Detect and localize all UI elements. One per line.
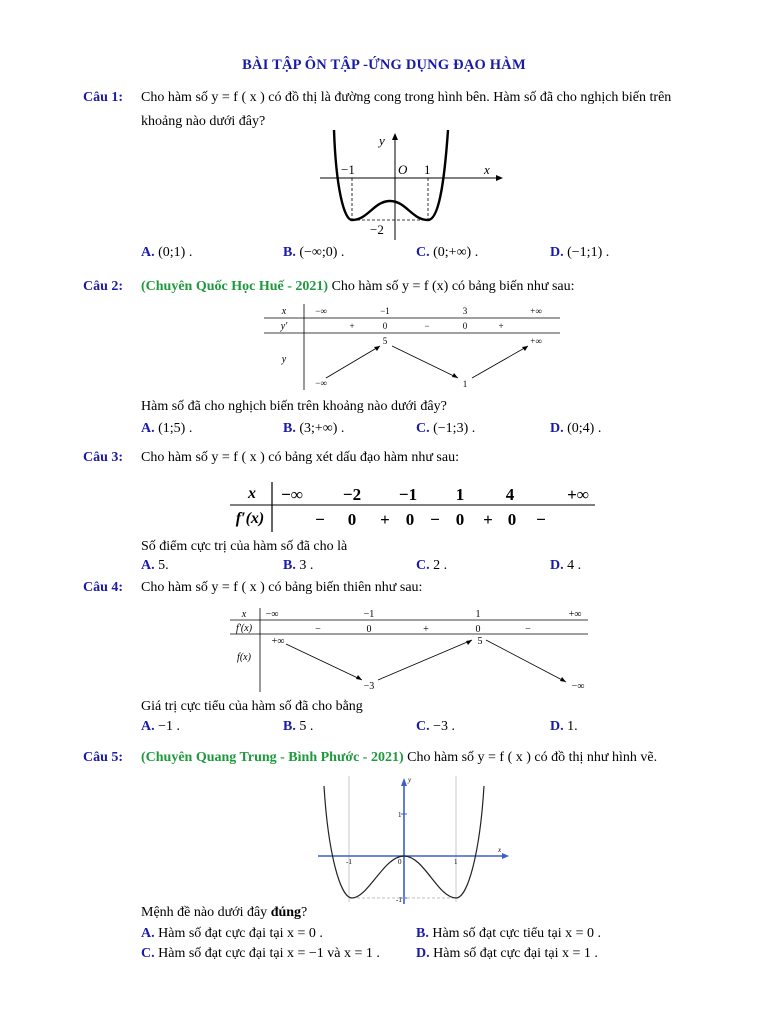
q3-sign-5: 0 <box>455 510 465 529</box>
q2-sign-3: 0 <box>462 321 468 331</box>
q2-source: (Chuyên Quốc Học Huế - 2021) <box>141 279 329 294</box>
q5-source: (Chuyên Quang Trung - Bình Phước - 2021) <box>141 750 404 765</box>
q5-option-a[interactable]: A. Hàm số đạt cực đại tại x = 0 . <box>141 926 323 941</box>
q2-option-b[interactable]: B. (3;+∞) . <box>283 421 345 436</box>
q4-option-a[interactable]: A. −1 . <box>141 719 181 734</box>
q2-question: Hàm số đã cho nghịch biến trên khoảng nào dưới đây? <box>141 399 447 414</box>
q4-question: Giá trị cực tiểu của hàm số đã cho bằng <box>141 699 363 714</box>
q5-tick-neg: -1 <box>346 858 352 866</box>
q5-option-d[interactable]: D. Hàm số đạt cực đại tại x = 1 . <box>416 946 598 961</box>
q2-y-0: −∞ <box>315 378 327 388</box>
q3-sign-1: 0 <box>347 510 357 529</box>
q5-question-bold: đúng <box>270 905 302 920</box>
q4-arrow-up-icon <box>466 640 472 645</box>
q3-x-4: 4 <box>505 485 515 504</box>
q1-y-arrow-icon <box>392 133 398 140</box>
q1-text-line1: Cho hàm số y = f ( x ) có đồ thị là đường cong trong hình bên. Hàm số đã cho nghịch biến trên <box>141 90 672 105</box>
q4-label: Câu 4: <box>83 580 124 595</box>
q2-y-3: +∞ <box>530 336 542 346</box>
q4-sign-4: − <box>525 624 531 635</box>
q2-row-x: x <box>281 306 287 317</box>
q2-row-yp: y' <box>280 321 288 332</box>
q1-option-b[interactable]: B. (−∞;0) . <box>283 245 345 260</box>
q3-x-1: −2 <box>342 485 362 504</box>
q2-text-row <box>141 279 575 295</box>
q5-text-row <box>141 750 657 766</box>
q2-sign-1: 0 <box>382 321 388 331</box>
q5-y-label: y <box>408 776 412 784</box>
q4-arrow-down2-icon <box>560 677 566 682</box>
q2-variation-table <box>264 302 564 394</box>
q5-y-arrow-icon <box>401 778 407 786</box>
q2-x-1: −1 <box>380 306 390 316</box>
q1-option-d[interactable]: D. (−1;1) . <box>550 245 610 260</box>
q4-arrow-down-icon <box>356 675 362 680</box>
q1-origin-label: O <box>398 162 408 177</box>
q3-sign-0: − <box>315 510 325 529</box>
q5-text: Cho hàm số y = f ( x ) có đồ thị như hình vẽ. <box>403 750 658 765</box>
q3-option-c[interactable]: C. 2 . <box>416 558 448 573</box>
q3-x-3: 1 <box>455 485 465 504</box>
q2-x-2: 3 <box>462 306 468 316</box>
q2-arrow-down-icon <box>452 373 458 378</box>
q4-option-b[interactable]: B. 5 . <box>283 719 314 734</box>
q5-tick-y1: 1 <box>398 811 402 819</box>
q3-sign-3: 0 <box>405 510 415 529</box>
q3-sign-7: 0 <box>507 510 517 529</box>
q3-row-x: x <box>248 485 256 502</box>
page-title: BÀI TẬP ÔN TẬP -ỨNG DỤNG ĐẠO HÀM <box>242 57 526 73</box>
q4-f-2: 5 <box>477 636 483 647</box>
q3-x-5: +∞ <box>567 485 589 504</box>
q1-label: Câu 1: <box>83 90 124 105</box>
q1-x-arrow-icon <box>496 175 503 181</box>
q3-option-b[interactable]: B. 3 . <box>283 558 314 573</box>
q5-option-b[interactable]: B. Hàm số đạt cực tiểu tại x = 0 . <box>416 926 602 941</box>
q2-label: Câu 2: <box>83 279 124 294</box>
q4-x-3: +∞ <box>568 609 582 620</box>
q5-tick-pos: 1 <box>454 858 458 866</box>
q3-row-fp: f′(x) <box>235 510 265 527</box>
q2-option-c[interactable]: C. (−1;3) . <box>416 421 476 436</box>
q1-text-line2: khoảng nào dưới đây? <box>141 114 266 129</box>
q4-row-f: f(x) <box>237 652 251 663</box>
q3-sign-2: + <box>380 510 390 529</box>
q5-option-c[interactable]: C. Hàm số đạt cực đại tại x = −1 và x = 1 . <box>141 946 380 961</box>
q4-text: Cho hàm số y = f ( x ) có bảng biến thiên như sau: <box>141 580 423 595</box>
q3-sign-8: − <box>536 510 546 529</box>
q3-option-a[interactable]: A. 5. <box>141 558 169 573</box>
q1-option-c[interactable]: C. (0;+∞) . <box>416 245 479 260</box>
q4-x-1: −1 <box>363 609 375 620</box>
q2-text: Cho hàm số y = f (x) có bảng biến như sau: <box>328 279 575 294</box>
q5-x-label: x <box>498 846 502 854</box>
q1-tick-neg: −1 <box>341 162 355 177</box>
q3-label: Câu 3: <box>83 450 124 465</box>
q4-f-1: −3 <box>363 681 375 692</box>
q2-x-0: −∞ <box>315 306 327 316</box>
q4-x-2: 1 <box>475 609 481 620</box>
q1-y-label: y <box>379 133 385 148</box>
q4-option-c[interactable]: C. −3 . <box>416 719 456 734</box>
q4-option-d[interactable]: D. 1. <box>550 719 578 734</box>
q5-tick-ym1: -1 <box>396 896 402 904</box>
q2-arrow-up-icon <box>374 346 380 351</box>
q1-option-a[interactable]: A. (0;1) . <box>141 245 193 260</box>
q2-y-2: 1 <box>462 379 468 389</box>
q2-sign-2: − <box>424 321 430 331</box>
q1-tick-y: −2 <box>370 222 384 237</box>
q3-sign-6: + <box>483 510 493 529</box>
q2-option-a[interactable]: A. (1;5) . <box>141 421 193 436</box>
q4-x-0: −∞ <box>265 609 279 620</box>
q2-x-3: +∞ <box>530 306 542 316</box>
q1-x-label: x <box>484 162 490 177</box>
q3-sign-4: − <box>430 510 440 529</box>
q4-row-x: x <box>241 609 247 620</box>
q1-tick-pos: 1 <box>424 162 431 177</box>
q5-label: Câu 5: <box>83 750 124 765</box>
q3-text: Cho hàm số y = f ( x ) có bảng xét dấu đạo hàm như sau: <box>141 450 459 465</box>
q2-row-y: y <box>281 354 287 365</box>
q4-f-0: +∞ <box>271 636 285 647</box>
q2-sign-0: + <box>349 321 355 331</box>
q3-x-0: −∞ <box>281 485 303 504</box>
q5-question: Mệnh đề nào dưới đây đúng? <box>141 905 308 920</box>
q4-row-fp: f′(x) <box>235 623 253 634</box>
q2-sign-4: + <box>498 321 504 331</box>
q3-x-2: −1 <box>398 485 418 504</box>
q5-tick-zero: 0 <box>398 858 402 866</box>
q3-sign-table <box>230 478 600 534</box>
q3-option-d[interactable]: D. 4 . <box>550 558 582 573</box>
q3-question: Số điểm cực trị của hàm số đã cho là <box>141 539 348 554</box>
q4-sign-1: 0 <box>366 624 372 635</box>
q4-variation-table <box>230 606 592 694</box>
q5-graph <box>316 772 512 908</box>
q2-option-d[interactable]: D. (0;4) . <box>550 421 602 436</box>
q4-sign-2: + <box>423 624 429 635</box>
q4-sign-3: 0 <box>475 624 481 635</box>
q4-f-3: −∞ <box>571 681 585 692</box>
q5-x-arrow-icon <box>502 853 509 859</box>
q4-sign-0: − <box>315 624 321 635</box>
q2-y-1: 5 <box>382 336 388 346</box>
q1-graph <box>316 128 506 244</box>
